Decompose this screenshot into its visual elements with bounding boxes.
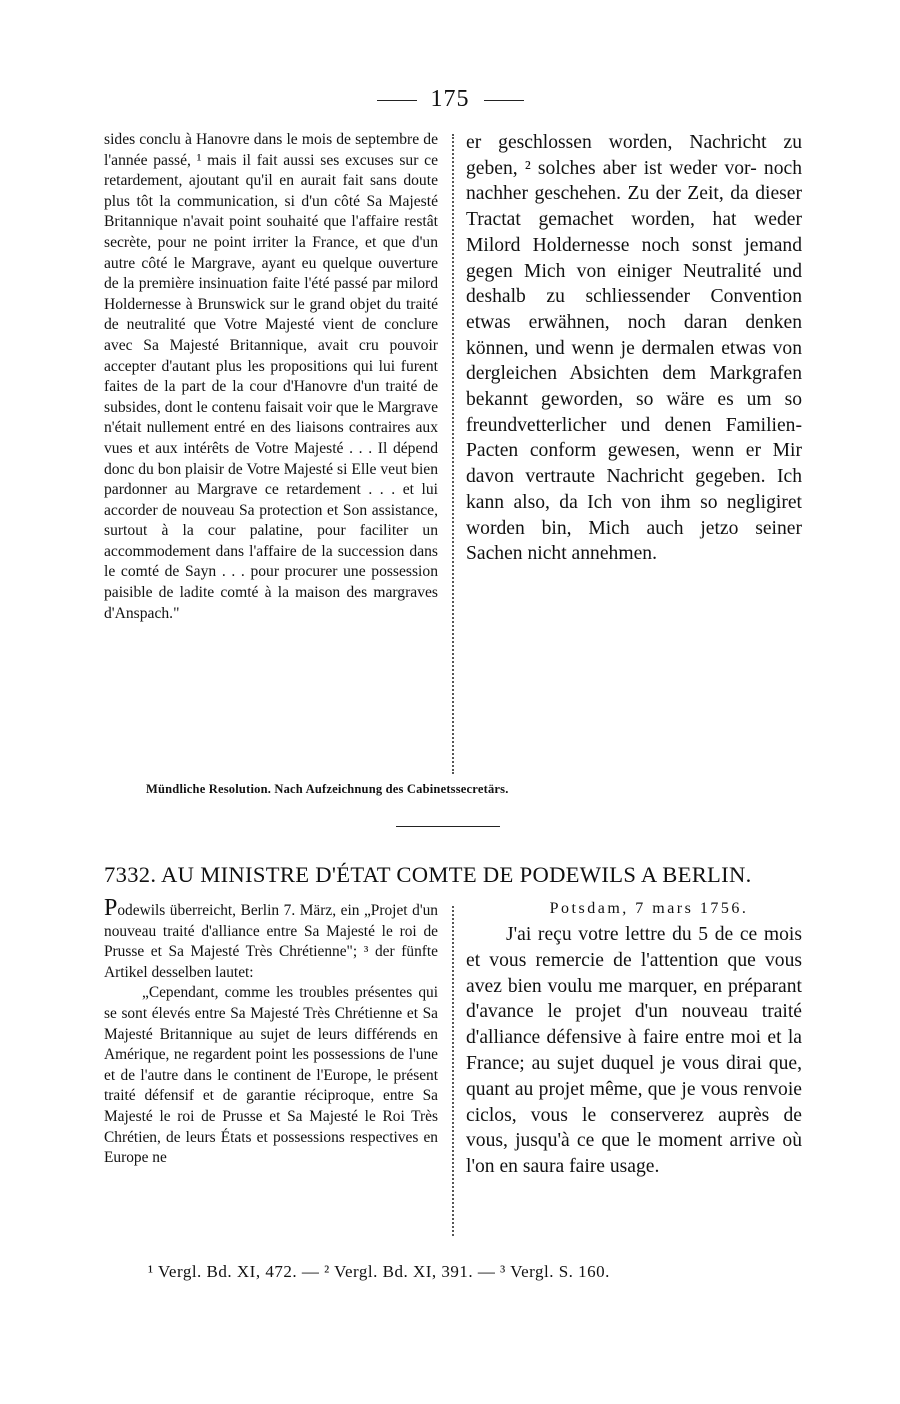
top-left-column	[104, 130, 438, 624]
top-right-paragraph: er geschlossen worden, Nachricht zu geben, ² solches aber ist weder vor- noch nachher geschehen. Zu der Zeit, da dieser Tractat gemachet worden, hat weder Milord Holdernesse noch sonst jemand gegen Mich von einiger Neutralité und deshalb zu schliessender Convention etwas erwähnen, noch daran denken können, und wenn je dermalen etwas von dergleichen Absichten dem Markgrafen bekannt geworden, so wäre es um so freundvetterlicher und denen Familien-Pacten conform gewesen, wenn er Mir davon vertraute Nachricht gegeben. Ich kann also, da Ich von ihm so negligiret worden bin, Mich auch jetzo seiner Sachen nicht annehmen.	[466, 132, 802, 565]
dateline: Potsdam, 7 mars 1756.	[549, 900, 749, 917]
page-number: 175	[430, 86, 470, 112]
bottom-left-column	[104, 895, 438, 1169]
footnotes: ¹ Vergl. Bd. XI, 472. — ² Vergl. Bd. XI, 391. — ³ Vergl. S. 160.	[148, 1262, 610, 1281]
resolution-note: Mündliche Resolution. Nach Aufzeichnung des Cabinetssecretärs.	[146, 782, 509, 796]
header-dash-left	[377, 100, 417, 101]
bottom-right-column	[466, 900, 802, 1180]
treaty-article-quote: „Cependant, comme les troubles présentes qui se sont élevés entre Sa Majesté Très Chrétienne et Sa Majesté Britannique au sujet de leurs différends en Amérique, ne regardent point les possessions de l'une et de l'autre dans le continent de l'Europe, le présent traité défensif et de garantie réciproque, entre Sa Majesté le roi de Prusse et Sa Majesté le Roi Très Chrétien, de leurs États et possessions respectives en Europe ne	[104, 984, 438, 1167]
intro-paragraph: Podewils überreicht, Berlin 7. März, ein „Projet d'un nouveau traité d'alliance entre Sa Majesté le roi de Prusse et Sa Majesté Très Chrétienne"; ³ der fünfte Artikel desselben lautet:	[104, 895, 438, 981]
document-heading: 7332. AU MINISTRE D'ÉTAT COMTE DE PODEWILS A BERLIN.	[104, 862, 752, 887]
section-rule	[396, 826, 500, 827]
header-dash-right	[484, 100, 524, 101]
top-right-column	[466, 130, 802, 567]
page-header	[0, 86, 900, 113]
top-left-paragraph: sides conclu à Hanovre dans le mois de septembre de l'année passé, ¹ mais il fait aussi ses excuses sur ce retardement, ajoutant qu'il en aurait fait sans doute plus tôt la communication, si d'un côté Sa Majesté Britannique n'avait point souhaité que l'affaire restât secrète, pour ne point irriter la France, et que d'un autre côté le Margrave, ayant eu quelque ouverture de la première insinuation faite l'été passé par milord Holdernesse à Brunswick sur le grand objet du traité de neutralité que Votre Majesté vient de conclure avec Sa Majesté Britannique, avait cru pouvoir accepter d'autant plus les propositions qui lui furent faites de la part de la cour d'Hanovre d'un traité de subsides, dont le contenu faisait voir que le Margrave n'était nullement entré en des liaisons contraires aux vues et aux intérêts de Votre Majesté . . . Il dépend donc du bon plaisir de Votre Majesté si Elle veut bien pardonner au Margrave ce retardement . . . et lui accorder de nouveau Sa protection et Son assistance, surtout à la cour palatine, pour faciliter un accommodement dans l'affaire de la succession dans le comté de Sayn . . . pour procurer une possession paisible de ladite comté à la maison des margraves d'Anspach."	[104, 131, 438, 622]
letter-body: J'ai reçu votre lettre du 5 de ce mois et vous remercie de l'attention que vous avez bien voulu me marquer, en préparant d'avance le projet d'un nouveau traité d'alliance défensive à faire entre moi et la France; au sujet duquel je vous dirai que, quant au projet même, que je vous renvoie ciclos, vous le conserverez auprès de vous, jusqu'à ce que le moment arrive où l'on en saura faire usage.	[466, 924, 802, 1178]
column-divider-bottom	[452, 906, 454, 1236]
column-divider-top	[452, 134, 454, 774]
